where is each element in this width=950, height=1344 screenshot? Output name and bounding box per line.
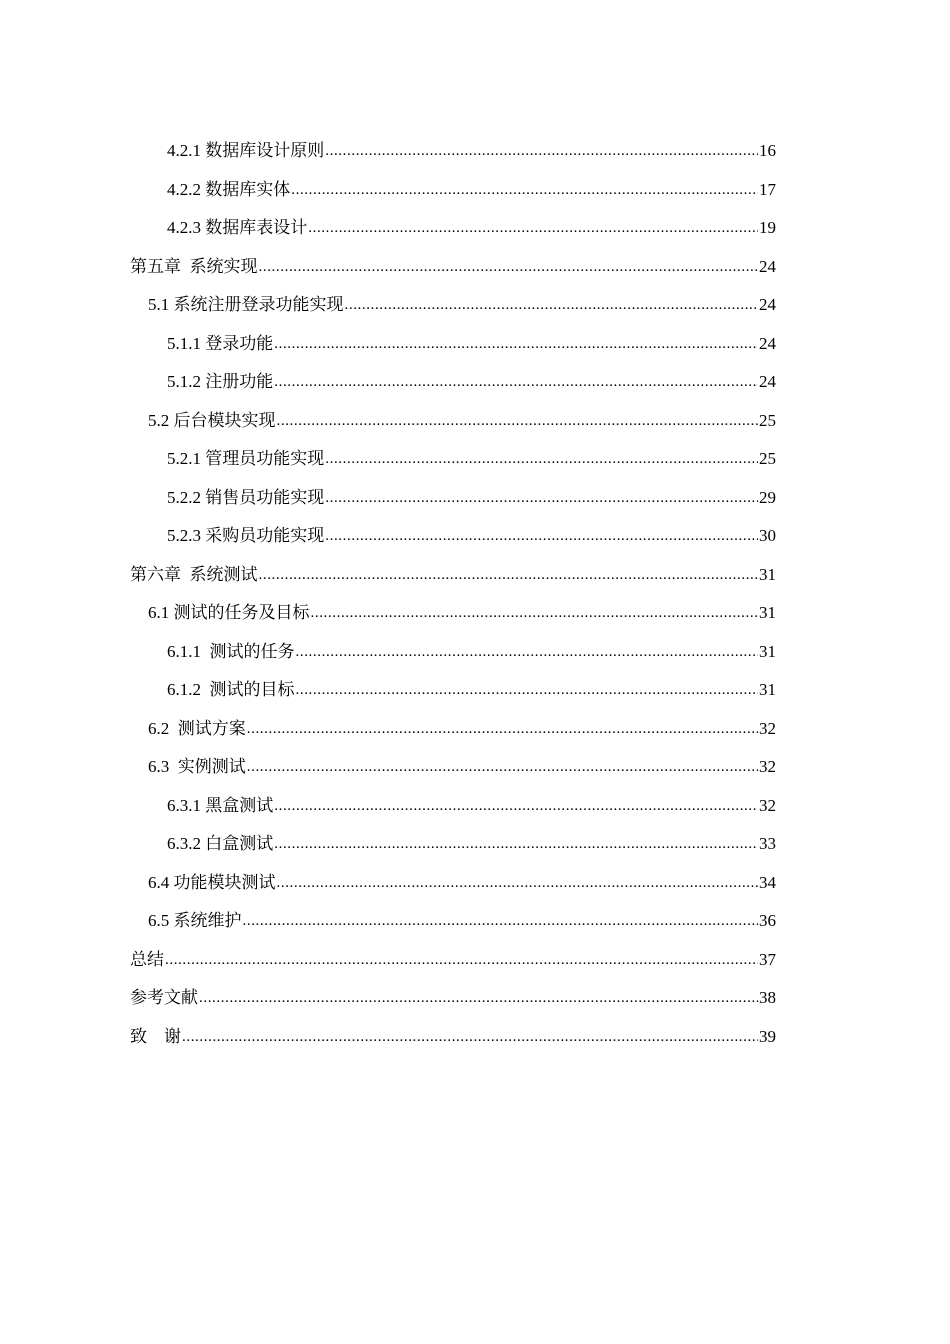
toc-entry-title: 5.1 系统注册登录功能实现 [148,295,344,314]
toc-page-number: 25 [759,449,776,468]
toc-dot-leader [259,559,759,590]
toc-entry-title: 6.3.1 黑盒测试 [167,795,274,815]
toc-page-number: 24 [759,333,776,353]
toc-dot-leader [243,905,759,936]
toc-entry-title: 6.4 功能模块测试 [148,872,276,892]
toc-page-number: 31 [759,680,776,699]
toc-entry-title: 4.2.3 数据库表设计 [167,218,308,237]
toc-page-number: 39 [759,1026,776,1046]
table-of-contents [130,136,776,1060]
toc-entry-title: 6.3 实例测试 [148,757,246,776]
toc-page-number: 16 [759,141,776,160]
toc-dot-leader [274,328,758,359]
toc-entry-title: 致 谢 [130,1026,181,1046]
toc-dot-leader [259,251,759,282]
toc-entry-title: 6.3.2 白盒测试 [167,834,274,853]
toc-entry-title: 6.1 测试的任务及目标 [148,603,310,622]
toc-page-number: 38 [759,988,776,1007]
toc-page-number: 32 [759,718,776,738]
toc-dot-leader [199,982,758,1013]
toc-dot-leader [182,1021,758,1052]
toc-page-number: 33 [759,834,776,853]
toc-entry-5-1-2[interactable] [130,367,776,406]
toc-entry-5-1-1[interactable] [130,329,776,368]
toc-page-number: 30 [759,526,776,545]
toc-entry-6-2[interactable] [130,714,776,753]
toc-entry-5-2-1[interactable] [130,444,776,483]
toc-entry-title: 4.2.2 数据库实体 [167,179,291,199]
toc-entry-title: 5.2 后台模块实现 [148,410,276,430]
toc-page-number: 31 [759,641,776,661]
toc-entry-4-2-2[interactable] [130,175,776,214]
toc-page-number: 25 [759,410,776,430]
toc-dot-leader [311,597,759,628]
toc-page-number: 19 [759,218,776,237]
toc-entry-title: 参考文献 [130,988,198,1007]
toc-page-number: 31 [759,564,776,584]
toc-page-number: 24 [759,372,776,391]
toc-entry-title: 6.1.1 测试的任务 [167,641,295,661]
toc-dot-leader [308,212,758,243]
toc-entry-title: 5.1.1 登录功能 [167,333,274,353]
toc-entry-title: 总结 [130,949,164,969]
toc-page-number: 29 [759,487,776,507]
toc-entry-title: 第六章 系统测试 [130,564,258,584]
toc-dot-leader [325,482,758,513]
toc-entry-4-2-1[interactable] [130,136,776,175]
toc-entry-title: 4.2.1 数据库设计原则 [167,141,325,160]
toc-entry-references[interactable] [130,983,776,1022]
toc-dot-leader [277,405,759,436]
toc-entry-6-3-1[interactable] [130,791,776,830]
toc-dot-leader [274,366,758,397]
toc-entry-summary[interactable] [130,945,776,984]
toc-entry-title: 5.2.2 销售员功能实现 [167,487,325,507]
toc-entry-acknowledgements[interactable] [130,1022,776,1061]
toc-dot-leader [345,289,759,320]
toc-entry-5-1[interactable] [130,290,776,329]
toc-page-number: 36 [759,911,776,930]
toc-entry-title: 6.1.2 测试的目标 [167,680,295,699]
toc-entry-title: 第五章 系统实现 [130,256,258,276]
toc-entry-6-1-1[interactable] [130,637,776,676]
toc-dot-leader [165,944,758,975]
toc-entry-chapter-5[interactable] [130,252,776,291]
toc-entry-6-1-2[interactable] [130,675,776,714]
toc-entry-5-2[interactable] [130,406,776,445]
toc-entry-5-2-3[interactable] [130,521,776,560]
toc-entry-title: 5.2.1 管理员功能实现 [167,449,325,468]
toc-dot-leader [247,751,758,782]
toc-page-number: 24 [759,256,776,276]
toc-entry-title: 6.2 测试方案 [148,718,246,738]
toc-dot-leader [325,135,758,166]
toc-page-number: 32 [759,795,776,815]
toc-dot-leader [247,713,758,744]
toc-entry-title: 6.5 系统维护 [148,911,242,930]
toc-dot-leader [291,174,758,205]
toc-dot-leader [296,674,759,705]
toc-dot-leader [274,790,758,821]
toc-dot-leader [325,443,758,474]
toc-entry-6-3-2[interactable] [130,829,776,868]
toc-page-number: 17 [759,179,776,199]
toc-page-number: 32 [759,757,776,776]
toc-dot-leader [277,867,759,898]
toc-entry-6-1[interactable] [130,598,776,637]
toc-dot-leader [274,828,758,859]
toc-entry-4-2-3[interactable] [130,213,776,252]
toc-entry-title: 5.2.3 采购员功能实现 [167,526,325,545]
toc-entry-6-4[interactable] [130,868,776,907]
toc-page-number: 34 [759,872,776,892]
toc-page-number: 31 [759,603,776,622]
toc-dot-leader [325,520,758,551]
toc-page-number: 37 [759,949,776,969]
toc-dot-leader [296,636,759,667]
toc-page-number: 24 [759,295,776,314]
toc-entry-5-2-2[interactable] [130,483,776,522]
toc-entry-6-3[interactable] [130,752,776,791]
toc-entry-6-5[interactable] [130,906,776,945]
toc-entry-title: 5.1.2 注册功能 [167,372,274,391]
toc-entry-chapter-6[interactable] [130,560,776,599]
